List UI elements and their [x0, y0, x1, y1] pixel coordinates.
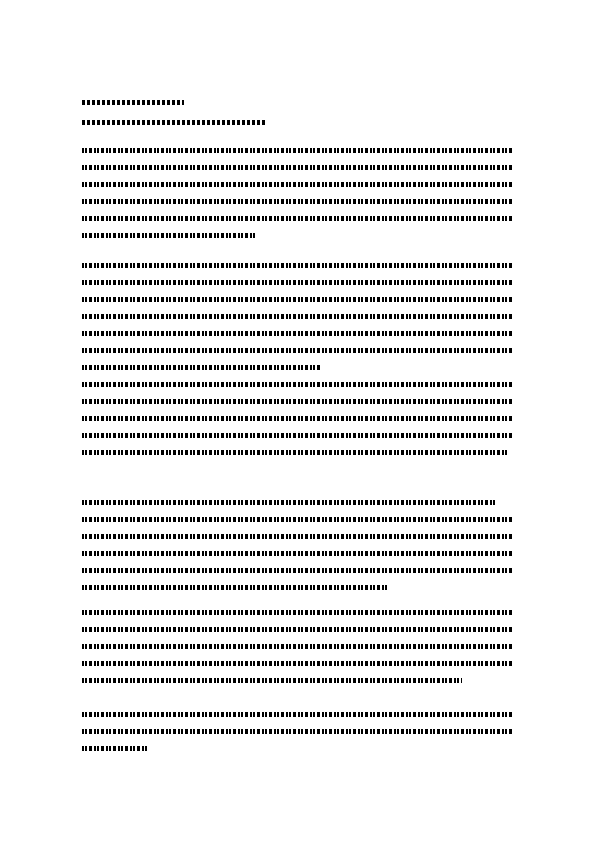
text-line	[82, 382, 512, 387]
text-line	[82, 729, 512, 734]
text-line	[82, 661, 512, 666]
text-line	[82, 348, 512, 353]
text-line	[82, 263, 512, 268]
paragraph-2	[82, 263, 512, 382]
text-line	[82, 610, 512, 615]
text-line	[82, 433, 512, 438]
text-line	[82, 365, 320, 370]
text-line	[82, 280, 512, 285]
text-line	[82, 182, 512, 187]
paragraph-4	[82, 500, 512, 602]
text-line	[82, 568, 512, 573]
text-line	[82, 551, 512, 556]
header-line-1	[82, 96, 184, 108]
text-line	[82, 416, 512, 421]
text-line	[82, 746, 147, 751]
text-line	[82, 500, 497, 505]
paragraph-6	[82, 712, 512, 763]
text-line	[82, 297, 512, 302]
paragraph-5	[82, 610, 512, 695]
text-line	[82, 216, 512, 221]
document-header	[82, 96, 522, 136]
text-line	[82, 199, 512, 204]
text-line	[82, 517, 512, 522]
text-line	[82, 450, 507, 455]
text-line	[82, 399, 512, 404]
text-line	[82, 534, 512, 539]
text-line	[82, 331, 512, 336]
text-line	[82, 148, 512, 153]
text-line	[82, 314, 512, 319]
text-line	[82, 678, 462, 683]
text-line	[82, 712, 512, 717]
text-line	[82, 233, 257, 238]
text-line	[82, 644, 512, 649]
text-line	[82, 165, 512, 170]
header-line-2	[82, 116, 266, 128]
paragraph-1	[82, 148, 512, 250]
text-line	[82, 585, 387, 590]
paragraph-3	[82, 382, 512, 467]
text-line	[82, 627, 512, 632]
